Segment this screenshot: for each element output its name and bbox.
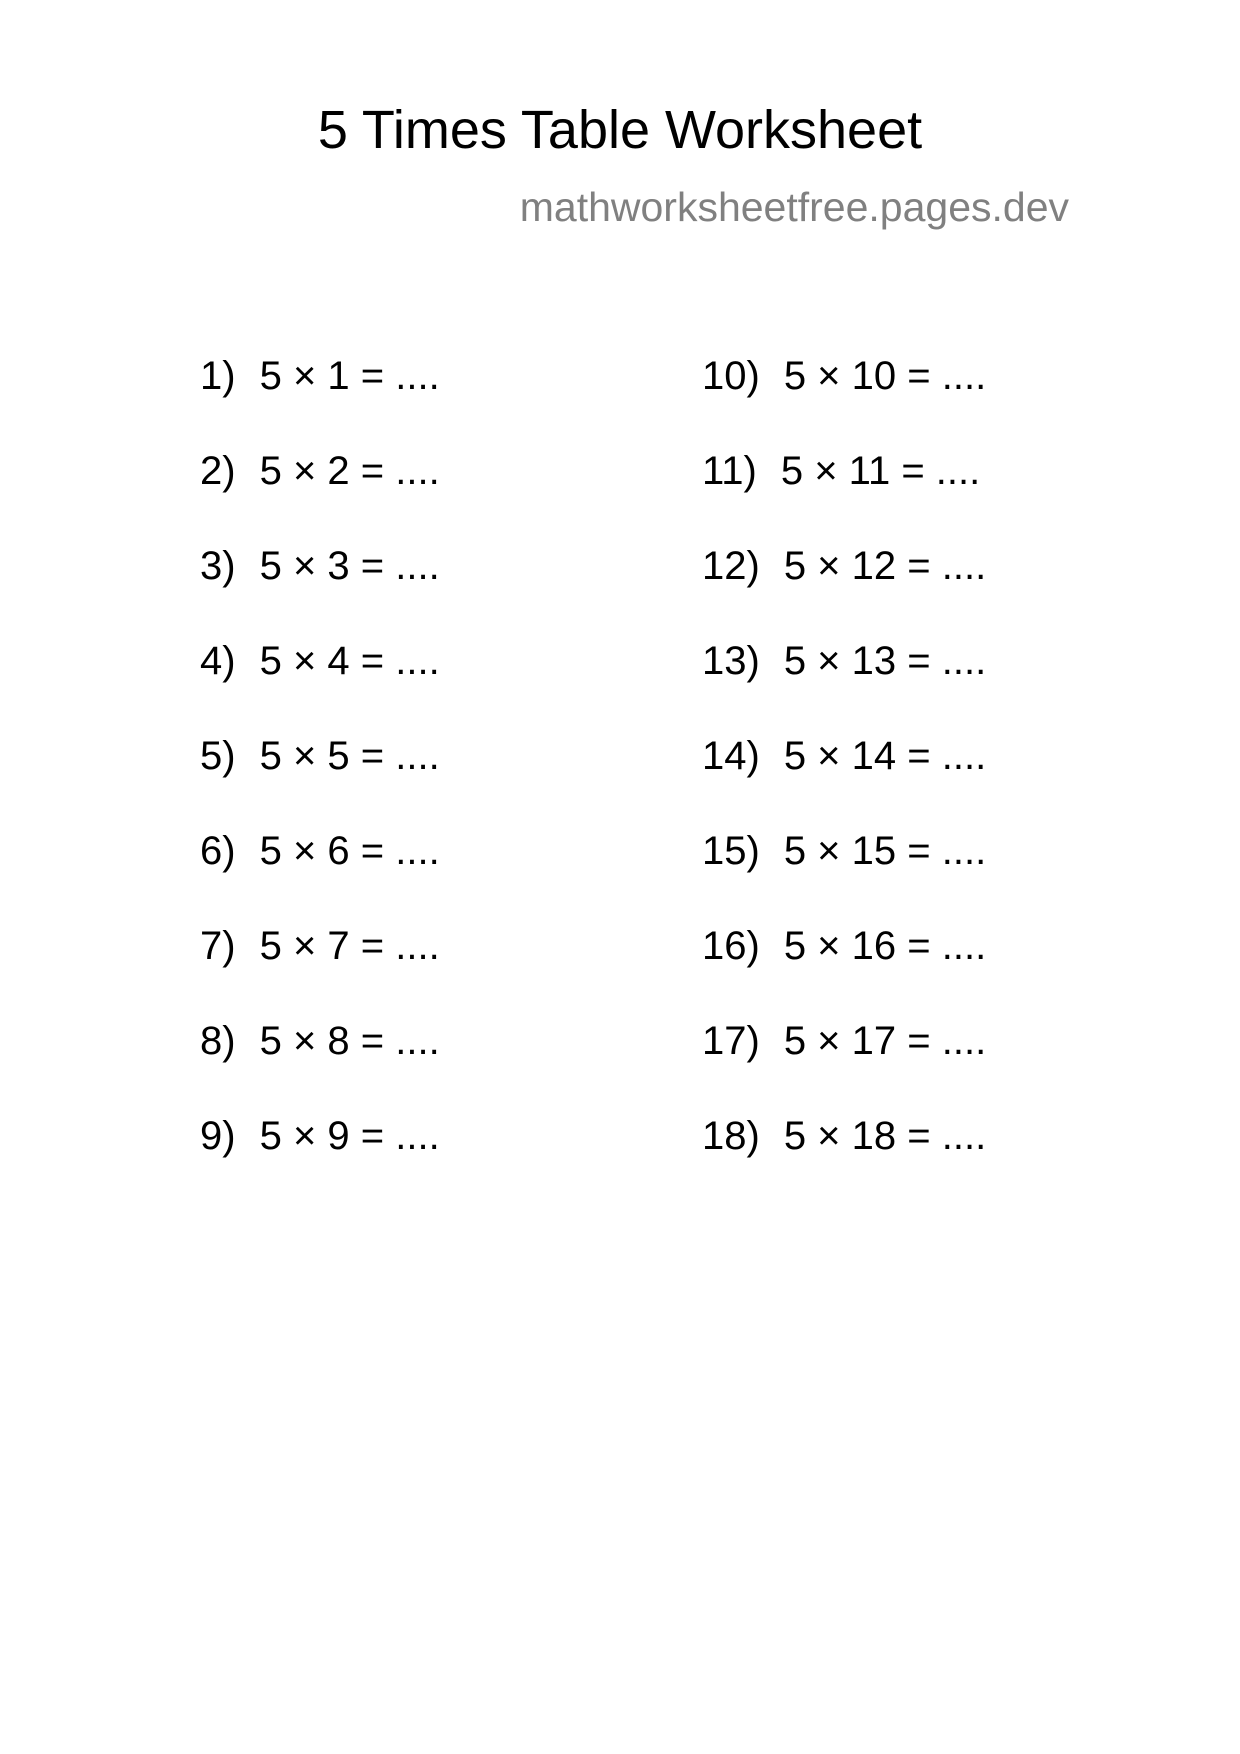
problem-number: 6) xyxy=(200,829,236,873)
problem-item xyxy=(702,732,986,827)
problem-item xyxy=(200,1017,440,1112)
problem-number: 12) xyxy=(702,544,760,588)
problem-number: 1) xyxy=(200,354,236,398)
problem-expression: 5 × 12 = .... xyxy=(783,544,987,588)
problem-number: 18) xyxy=(702,1114,760,1158)
problem-item xyxy=(702,827,986,922)
problem-number: 2) xyxy=(200,449,236,493)
problem-number: 9) xyxy=(200,1114,236,1158)
problem-expression: 5 × 9 = .... xyxy=(259,1114,440,1158)
problem-expression: 5 × 14 = .... xyxy=(783,734,987,778)
problem-item xyxy=(200,732,440,827)
problem-number: 7) xyxy=(200,924,236,968)
problem-expression: 5 × 16 = .... xyxy=(783,924,987,968)
problem-expression: 5 × 13 = .... xyxy=(783,639,987,683)
problem-expression: 5 × 17 = .... xyxy=(783,1019,987,1063)
problem-expression: 5 × 10 = .... xyxy=(783,354,987,398)
problem-expression: 5 × 5 = .... xyxy=(259,734,440,778)
problem-expression: 5 × 7 = .... xyxy=(259,924,440,968)
problem-expression: 5 × 3 = .... xyxy=(259,544,440,588)
problem-number: 14) xyxy=(702,734,760,778)
problem-item xyxy=(702,352,986,447)
problem-item xyxy=(200,352,440,447)
problem-item xyxy=(702,542,986,637)
problem-number: 17) xyxy=(702,1019,760,1063)
problem-item xyxy=(200,637,440,732)
problem-expression: 5 × 6 = .... xyxy=(259,829,440,873)
problem-item xyxy=(200,1112,440,1207)
problem-item xyxy=(702,447,986,542)
problem-number: 10) xyxy=(702,354,760,398)
problem-column-left xyxy=(200,352,440,1207)
problem-number: 13) xyxy=(702,639,760,683)
problem-item xyxy=(200,922,440,1017)
page-title: 5 Times Table Worksheet xyxy=(317,100,923,160)
problem-item xyxy=(702,1017,986,1112)
problem-expression: 5 × 11 = .... xyxy=(780,449,981,493)
problem-item xyxy=(200,447,440,542)
problem-item xyxy=(200,542,440,637)
problem-number: 16) xyxy=(702,924,760,968)
source-url: mathworksheetfree.pages.dev xyxy=(519,184,1069,230)
problem-number: 5) xyxy=(200,734,236,778)
problem-expression: 5 × 2 = .... xyxy=(259,449,440,493)
problem-item xyxy=(702,1112,986,1207)
problem-number: 11) xyxy=(702,449,757,493)
problem-expression: 5 × 8 = .... xyxy=(259,1019,440,1063)
problem-expression: 5 × 1 = .... xyxy=(259,354,440,398)
problem-number: 3) xyxy=(200,544,236,588)
problem-number: 15) xyxy=(702,829,760,873)
problem-expression: 5 × 18 = .... xyxy=(783,1114,987,1158)
problem-column-right xyxy=(702,352,986,1207)
problem-expression: 5 × 15 = .... xyxy=(783,829,987,873)
problem-number: 8) xyxy=(200,1019,236,1063)
problem-item xyxy=(200,827,440,922)
problem-number: 4) xyxy=(200,639,236,683)
problem-item xyxy=(702,637,986,732)
problem-item xyxy=(702,922,986,1017)
problem-expression: 5 × 4 = .... xyxy=(259,639,440,683)
